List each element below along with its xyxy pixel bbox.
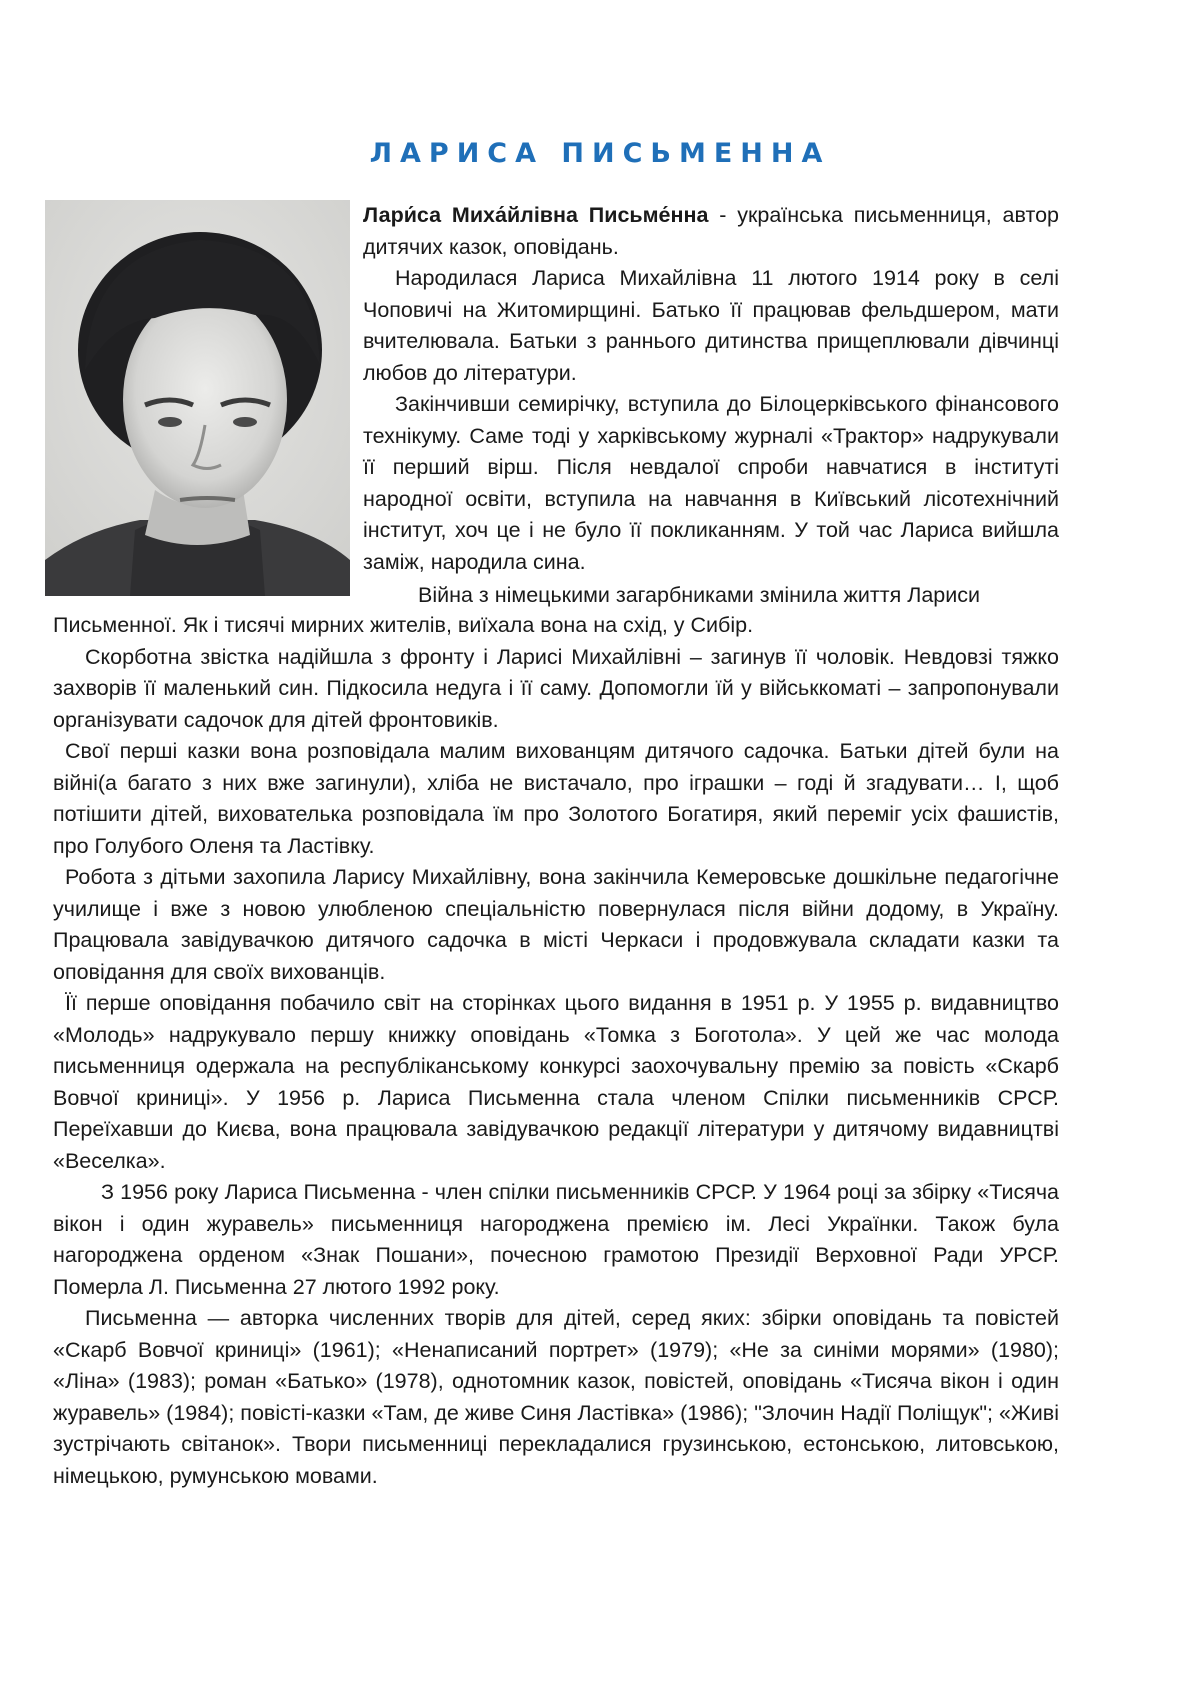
portrait-photo [45,200,350,596]
intro-text: - українська письменниця, автор дитячих казок, оповідань. [363,203,1059,259]
paragraph-first-tales: Свої перші казки вона розповідала малим вихованцям дитячого садочка. Батьки дітей були на війні(а багато з них вже загинули), хліба не вистачало, про іграшки – годі й згадувати… І, щоб потішити дітей, вихователька розповідала їм про Золотого Богатиря, який переміг усіх фашистів, про Голубого Оленя та Ластівку. [53,739,1059,858]
paragraph-birth: Народилася Лариса Михайлівна 11 лютого 1914 року в селі Чоповичі на Житомирщині. Батько її працював фельдшером, мати вчителювала. Батьки з раннього дитинства прищеплювали дівчинці любов до літератури. [363,266,1059,385]
paragraph-grief: Скорботна звістка надійшла з фронту і Ларисі Михайлівні – загинув її чоловік. Невдовзі тяжко захворів її маленький син. Підкосила недуга і її саму. Допомогли їй у військкоматі – запропонували організувати садочок для дітей фронтовиків. [53,644,1059,732]
intro-paragraph [363,200,1059,263]
author-full-name: Лари́са Миха́йлівна Письме́нна [363,203,709,227]
war-paragraph-rest: Письменної. Як і тисячі мирних жителів, виїхала вона на схід, у Сибір. [53,613,754,637]
paragraph-works: Письменна — авторка численних творів для дітей, серед яких: збірки оповідань та повістей «Скарб Вовчої криниці» (1961); «Ненаписаний портрет» (1979); «Не за синіми морями» (1980); «Ліна» (1983); роман «Батько» (1978), однотомник казок, повістей, оповідань «Тисяча вікон і один журавель» (1984); повісті-казки «Там, де живе Синя Ластівка» (1986); "Злочин Надії Поліщук"; «Живі зустрічають світанок». Твори письменниці перекладалися грузинською, естонською, литовською, німецькою, румунською мовами. [53,1306,1059,1488]
paragraph-first-publications: Її перше оповідання побачило світ на сторінках цього видання в 1951 р. У 1955 р. видавництво «Молодь» надрукувало першу книжку оповідань «Томка з Боготола». У цей же час молода письменниця одержала на республіканському конкурсі заохочувальну премію за повість «Скарб Вовчої криниці». У 1956 р. Лариса Письменна стала членом Спілки письменників СРСР. Переїхавши до Києва, вона працювала завідувачкою редакції літератури у дитячому видавництві «Веселка». [53,991,1059,1173]
paragraph-awards: З 1956 року Лариса Письменна - член спілки письменників СРСР. У 1964 році за збірку «Тисяча вікон і один журавель» письменниця нагороджена премією ім. Лесі Українки. Також була нагороджена орденом «Знак Пошани», почесною грамотою Президії Верховної Ради УРСР. Померла Л. Письменна 27 лютого 1992 року. [53,1180,1059,1299]
war-paragraph-first-line: Війна з німецькими загарбниками змінила життя Лариси [418,583,981,607]
war-paragraph-first-line-wrap [363,580,1059,612]
main-column [53,610,1059,1492]
paragraph-education: Закінчивши семирічку, вступила до Білоцерківського фінансового технікуму. Саме тоді у харківському журналі «Трактор» надрукували її перший вірш. Після невдалої спроби навчатися в інституті народної освіти, вступила на навчання в Київський лісотехнічний інститут, хоч це і не було її покликанням. У той час Лариса вийшла заміж, народила сина. [363,392,1059,574]
page-title: ЛАРИСА ПИСЬМЕННА [369,138,831,169]
paragraph-return-ukraine: Робота з дітьми захопила Ларису Михайлівну, вона закінчила Кемеровське дошкільне педагогічне училище і вже з новою улюбленою спеціальністю повернулася після війни додому, в Україну. Працювала завідувачкою дитячого садочка в місті Черкаси і продовжувала складати казки та оповідання для своїх вихованців. [53,865,1059,984]
intro-column [363,200,1059,578]
portrait-image [45,200,350,596]
